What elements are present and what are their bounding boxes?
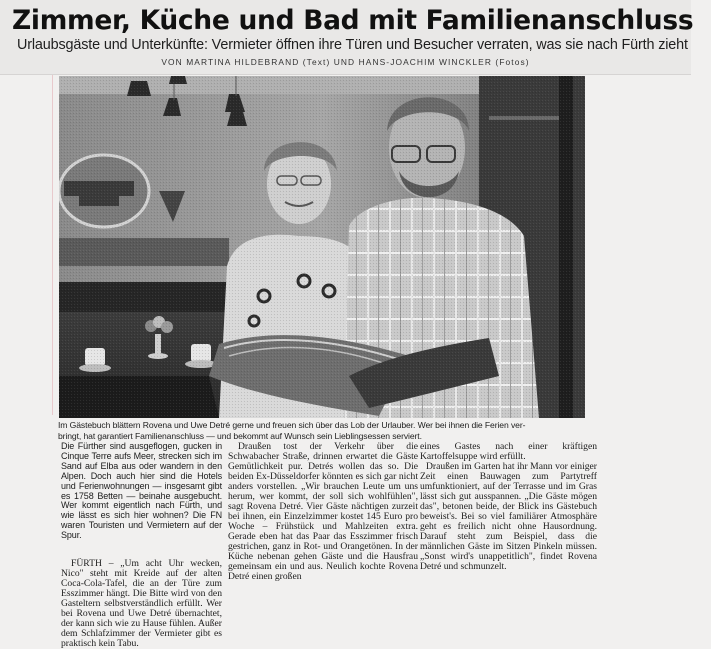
column-3-body-paragraph: Draußen im Garten hat ihr Mann vor einiger Zeit einen Bauwagen zum Partytreff umfunktioniert, auf der Terrasse und im Gras lässt sich gut ausspannen. „Die Gäste mögen das", betonen beide, der Blick ins Gästebuch beweist's. Bei so viel familiärer Atmosphäre geht es freilich nicht ohne Hausordnung. Darauf steht zum Beispiel, dass die männlichen Gäste im Sitzen Pinkeln müssen. „Sonst wird's unappetitlich", findet Rovena Detré und schmunzelt. bbox=[420, 461, 597, 572]
headline: Zimmer, Küche und Bad mit Familienanschluss bbox=[12, 5, 694, 36]
caption-line-2: bringt, hat garantiert Familienanschluss — und bekommt auf Wunsch sein Lieblingsessen serviert. bbox=[58, 431, 422, 441]
column-3-body-continued: eines Gastes nach einer kräftigen Kartoffelsuppe wird erfüllt. bbox=[420, 441, 597, 462]
article-intro: Die Fürther sind ausgeflogen, gucken in Cinque Terre aufs Meer, strecken sich im Sand auf Elba aus oder wandern in den Alpen. Doch auch hier sind die Hotels und Ferienwohnungen — insgesamt gibt es 1758 Betten — beinahe ausgebucht. Wer kommt eigentlich nach Fürth, und wie lässt es sich hier wohnen? Die FN waren Touristen und Vermietern auf der Spur. bbox=[61, 441, 222, 541]
margin-rule bbox=[52, 75, 53, 415]
column-2 bbox=[228, 442, 418, 582]
photo-illustration bbox=[59, 76, 585, 418]
byline: VON MARTINA HILDEBRAND (Text) UND HANS-JOACHIM WINCKLER (Fotos) bbox=[161, 57, 530, 67]
caption-line-1: Im Gästebuch blättern Rovena und Uwe Detré gerne und freuen sich über das Lob der Urlauber. Wer bei ihnen die Ferien ver- bbox=[58, 420, 526, 430]
subheadline: Urlaubsgäste und Unterkünfte: Vermieter öffnen ihre Türen und Besucher verraten, was sie nach Fürth zieht bbox=[17, 37, 688, 53]
column-3 bbox=[420, 442, 597, 572]
article-photo bbox=[59, 76, 585, 418]
column-1 bbox=[61, 442, 222, 649]
column-2-body: Draußen tost der Verkehr über die Schwabacher Straße, drinnen erwartet die Gäste Gemütlichkeit pur. Detrés wollen das so. Die beiden Ex-Düsseldorfer könnten es sich gar nicht anders vorstellen. „Wir brauchen Leute um uns herum, wer kommt, der soll sich wohlfühlen", sagt Rovena Detré. Vier Gäste nächtigen zurzeit bei ihnen, ein Einzelzimmer kostet 145 Euro pro Woche – Frühstück und Mahlzeiten extra. Gerade eben hat das Paar das Esszimmer frisch gestrichen, ganz in Rot- und Orangetönen. In der Küche nebenan gehen Gäste und die Hausfrau gemeinsam ein und aus. Neulich kochte Rovena Detré einen großen bbox=[228, 441, 418, 582]
photo-caption bbox=[58, 420, 618, 442]
column-1-body: FÜRTH – „Um acht Uhr wecken, Nico" steht mit Kreide auf der alten Coca-Cola-Tafel, die an der Türe zum Esszimmer hängt. Die Bitte wird von den Gasteltern selbstverständlich erfüllt. Wer bei Rovena und Uwe Detré übernachtet, der kann sich wie zu Hause fühlen. Außer dem Schlafzimmer der Vermieter gibt es praktisch kein Tabu. bbox=[61, 558, 222, 649]
